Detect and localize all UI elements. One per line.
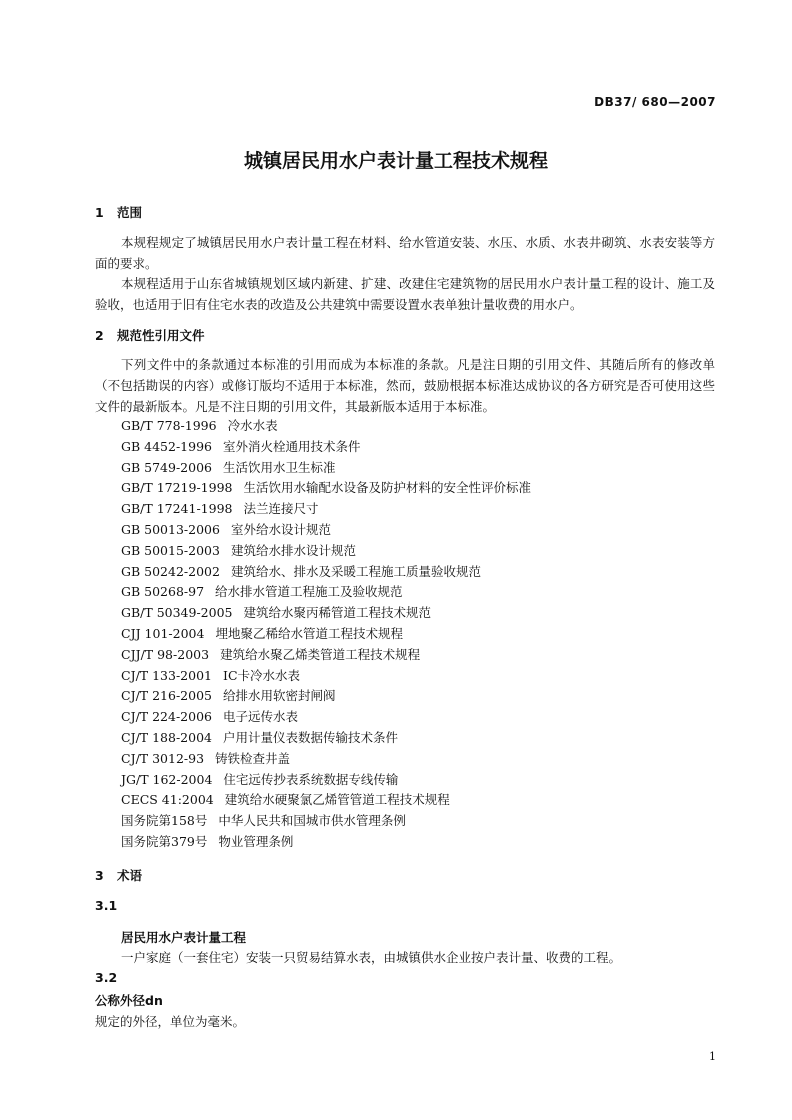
- reference-name: 铸铁检查井盖: [215, 750, 291, 766]
- reference-item: [121, 686, 531, 707]
- reference-name: 生活饮用水输配水设备及防护材料的安全性评价标准: [243, 480, 532, 496]
- reference-name: 建筑给水聚乙烯类管道工程技术规程: [220, 646, 421, 662]
- reference-code: GB 50242-2002: [121, 563, 220, 579]
- section-1-paragraph-1: 本规程规定了城镇居民用水户表计量工程在材料、给水管道安装、水压、水质、水表井砌筑、水表安装等方面的要求。: [95, 235, 715, 271]
- reference-name: 电子远传水表: [223, 709, 299, 725]
- term-definition: 规定的外径，单位为毫米。: [95, 1014, 246, 1029]
- reference-code: 国务院第379号: [121, 833, 208, 849]
- reference-name: 住宅远传抄表系统数据专线传输: [223, 771, 399, 787]
- term-number: 3.2: [95, 970, 118, 985]
- section-1-heading: [95, 203, 142, 221]
- reference-item: [121, 416, 531, 437]
- reference-code: GB 4452-1996: [121, 438, 212, 454]
- reference-name: 建筑给水、排水及采暖工程施工质量验收规范: [230, 563, 481, 579]
- reference-name: 建筑给水硬聚氯乙烯管管道工程技术规程: [224, 792, 450, 808]
- section-number: 1: [95, 205, 104, 220]
- section-title: 术语: [117, 868, 143, 883]
- section-title: 范围: [117, 205, 143, 220]
- reference-name: 给排水用软密封闸阀: [223, 688, 336, 704]
- reference-item: [121, 770, 531, 791]
- reference-item: [121, 790, 531, 811]
- reference-name: 中华人民共和国城市供水管理条例: [218, 813, 406, 829]
- reference-code: GB/T 17219-1998: [121, 480, 233, 496]
- reference-item: [121, 603, 531, 624]
- reference-name: 建筑给水排水设计规范: [230, 542, 356, 558]
- reference-name: 户用计量仪表数据传输技术条件: [223, 729, 399, 745]
- reference-item: [121, 707, 531, 728]
- reference-item: [121, 478, 531, 499]
- section-2-heading: [95, 326, 205, 344]
- reference-name: 给水排水管道工程施工及验收规范: [215, 584, 403, 600]
- reference-item: [121, 499, 531, 520]
- reference-name: 建筑给水聚丙稀管道工程技术规范: [243, 605, 432, 621]
- reference-item: [121, 728, 531, 749]
- term-title: 居民用水户表计量工程: [121, 930, 247, 945]
- reference-item: [121, 645, 531, 666]
- reference-item: [121, 458, 531, 479]
- reference-item: [121, 832, 531, 853]
- reference-code: CJ/T 216-2005: [121, 688, 212, 704]
- reference-code: CJ/T 224-2006: [121, 709, 212, 725]
- term-title: 公称外径dn: [95, 993, 163, 1008]
- reference-code: GB/T 778-1996: [121, 418, 217, 433]
- reference-item: [121, 582, 531, 603]
- section-title: 规范性引用文件: [117, 328, 205, 343]
- reference-name: 法兰连接尺寸: [243, 501, 319, 517]
- reference-item: [121, 624, 531, 645]
- reference-code: CJ/T 133-2001: [121, 667, 212, 683]
- reference-code: GB 50015-2003: [121, 542, 220, 558]
- reference-item: [121, 437, 531, 458]
- standard-code: DB37/ 680—2007: [594, 95, 716, 109]
- reference-name: 冷水水表: [227, 418, 278, 433]
- document-title: 城镇居民用水户表计量工程技术规程: [243, 150, 548, 172]
- section-3-heading: [95, 866, 142, 884]
- reference-code: GB 5749-2006: [121, 459, 212, 475]
- reference-code: JG/T 162-2004: [121, 771, 213, 787]
- section-2-intro: 下列文件中的条款通过本标准的引用而成为本标准的条款。凡是注日期的引用文件、其随后所有的修改单（不包括勘误的内容）或修订版均不适用于本标准，然而，鼓励根据本标准达成协议的各方研究是否可使用这些文件的最新版本。凡是不注日期的引用文件，其最新版本适用于本标准。: [95, 357, 715, 414]
- reference-name: 室外消火栓通用技术条件: [223, 438, 361, 454]
- reference-item: [121, 749, 531, 770]
- reference-name: 室外给水设计规范: [230, 521, 331, 537]
- reference-code: CJJ/T 98-2003: [121, 646, 210, 662]
- reference-code: CJ/T 3012-93: [121, 750, 205, 766]
- reference-item: [121, 541, 531, 562]
- section-number: 3: [95, 868, 104, 883]
- reference-code: GB 50268-97: [121, 584, 205, 600]
- reference-code: GB/T 17241-1998: [121, 501, 233, 517]
- section-number: 2: [95, 328, 104, 343]
- reference-name: 生活饮用水卫生标准: [223, 459, 336, 475]
- reference-code: CJJ 101-2004: [121, 625, 205, 641]
- reference-code: GB/T 50349-2005: [121, 605, 233, 621]
- reference-item: [121, 666, 531, 687]
- reference-name: IC卡冷水水表: [223, 667, 301, 683]
- reference-code: CJ/T 188-2004: [121, 729, 212, 745]
- reference-item: [121, 562, 531, 583]
- section-1-paragraph-2: 本规程适用于山东省城镇规划区域内新建、扩建、改建住宅建筑物的居民用水户表计量工程的设计、施工及验收，也适用于旧有住宅水表的改造及公共建筑中需要设置水表单独计量收费的用水户。: [95, 276, 715, 312]
- reference-item: [121, 520, 531, 541]
- reference-list: [121, 416, 531, 853]
- reference-code: GB 50013-2006: [121, 521, 220, 537]
- reference-name: 物业管理条例: [218, 833, 294, 849]
- reference-code: 国务院第158号: [121, 813, 208, 829]
- term-definition: 一户家庭（一套住宅）安装一只贸易结算水表，由城镇供水企业按户表计量、收费的工程。: [121, 950, 622, 965]
- reference-name: 埋地聚乙稀给水管道工程技术规程: [215, 625, 403, 641]
- reference-item: [121, 811, 531, 832]
- reference-code: CECS 41:2004: [121, 792, 214, 808]
- page-number: 1: [709, 1050, 716, 1063]
- term-number: 3.1: [95, 898, 118, 913]
